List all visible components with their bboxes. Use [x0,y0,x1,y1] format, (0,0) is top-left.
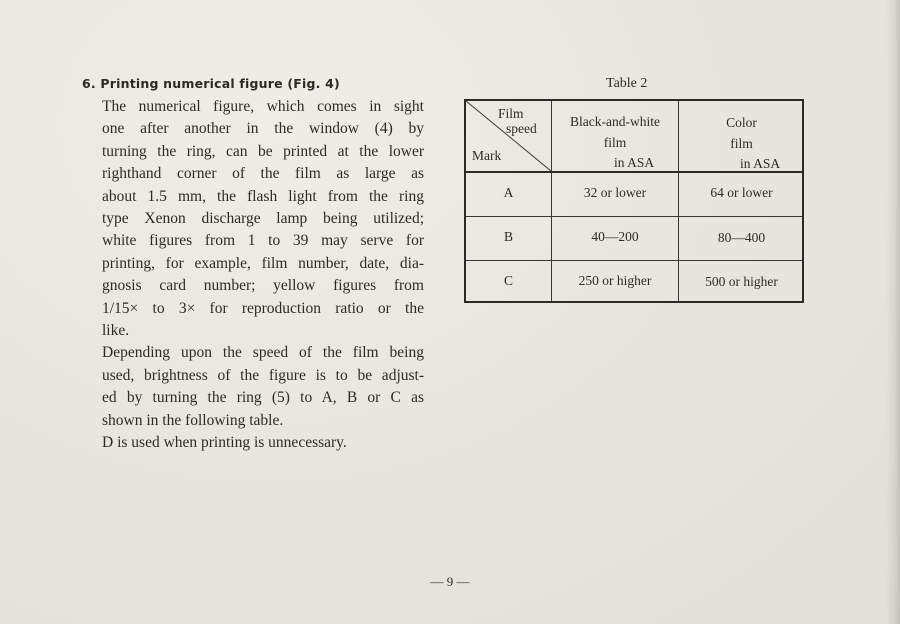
page-number: — 9 — [430,574,470,589]
header-color-line1: Color [726,115,757,130]
row-c-mark: C [503,273,513,288]
row-b-bw: 40—200 [591,229,639,244]
row-b-mark: B [503,229,513,244]
body-line: used, brightness of the figure is to be adjust- [102,366,424,384]
body-line: like. [102,322,130,340]
header-color-line3: in ASA [740,156,781,171]
header-color-line2: film [730,136,753,151]
table-divider [551,101,552,301]
body-line: about 1.5 mm, the flash light from the ring [102,187,424,205]
body-line: one after another in the window (4) by [102,120,424,138]
row-c-color: 500 or higher [705,274,778,289]
row-c-bw: 250 or higher [578,273,652,288]
row-a-color: 64 or lower [710,185,773,200]
body-line: The numerical figure, which comes in sight [102,98,424,115]
row-b-color: 80—400 [717,230,766,245]
body-line: printing, for example, film number, date, dia- [102,254,424,272]
body-line: righthand corner of the film as large as [102,165,424,183]
body-line: type Xenon discharge lamp being utilized; [102,210,424,228]
table-divider [466,260,802,261]
corner-mark: Mark [472,148,502,163]
body-line: 1/15× to 3× for reproduction ratio or the [102,299,424,317]
corner-speed: speed [506,121,537,136]
row-a-bw: 32 or lower [583,185,647,200]
body-line: gnosis card number; yellow figures from [102,277,424,295]
asa-table [464,99,804,303]
body-line: ed by turning the ring (5) to A, B or C as [102,389,424,407]
header-bw-line1: Black-and-white [570,114,660,129]
table-divider [466,216,802,217]
table-divider [678,101,679,301]
corner-film: Film [498,106,524,121]
body-line: white figures from 1 to 39 may serve for [102,232,424,250]
body-line: shown in the following table. [102,411,284,429]
section-heading: 6. Printing numerical figure (Fig. 4) [82,76,340,91]
header-bw-line3: in ASA [614,155,655,170]
body-line: Depending upon the speed of the film being [102,344,424,362]
page-edge-shadow [886,0,900,624]
section-body [102,96,424,455]
body-line: turning the ring, can be printed at the lower [102,142,424,160]
table-caption: Table 2 [606,76,648,91]
row-a-mark: A [503,185,514,200]
body-line: D is used when printing is unnecessary. [102,434,347,452]
header-bw-line2: film [603,135,627,150]
